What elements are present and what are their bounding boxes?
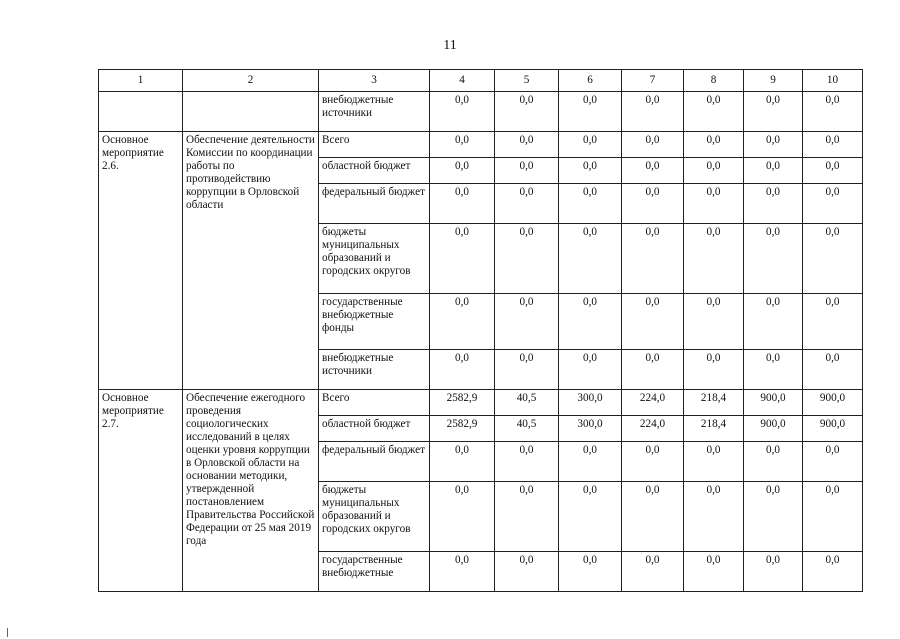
value-cell: 900,0 xyxy=(744,416,803,442)
value-cell: 0,0 xyxy=(803,184,863,224)
column-header: 1 xyxy=(99,70,183,92)
value-cell: 0,0 xyxy=(559,294,622,350)
value-cell: 0,0 xyxy=(430,552,495,592)
value-cell: 0,0 xyxy=(559,224,622,294)
value-cell: 0,0 xyxy=(684,482,744,552)
value-cell: 2582,9 xyxy=(430,390,495,416)
funding-source: государственные внебюджетные фонды xyxy=(319,294,430,350)
value-cell: 0,0 xyxy=(622,482,684,552)
budget-table xyxy=(98,69,863,592)
value-cell: 0,0 xyxy=(495,294,559,350)
value-cell: 0,0 xyxy=(495,224,559,294)
value-cell: 900,0 xyxy=(803,416,863,442)
value-cell: 0,0 xyxy=(430,184,495,224)
value-cell: 0,0 xyxy=(684,442,744,482)
funding-source: Всего xyxy=(319,390,430,416)
value-cell: 0,0 xyxy=(744,224,803,294)
value-cell: 0,0 xyxy=(684,132,744,158)
value-cell: 224,0 xyxy=(622,416,684,442)
value-cell: 0,0 xyxy=(495,158,559,184)
value-cell: 0,0 xyxy=(684,552,744,592)
table-row xyxy=(99,92,863,132)
event-code-cell xyxy=(99,92,183,132)
value-cell: 0,0 xyxy=(430,350,495,390)
value-cell: 0,0 xyxy=(622,442,684,482)
funding-source: федеральный бюджет xyxy=(319,442,430,482)
column-header: 9 xyxy=(744,70,803,92)
value-cell: 0,0 xyxy=(684,224,744,294)
column-header: 4 xyxy=(430,70,495,92)
column-header: 6 xyxy=(559,70,622,92)
value-cell: 0,0 xyxy=(559,92,622,132)
value-cell: 0,0 xyxy=(803,92,863,132)
value-cell: 2582,9 xyxy=(430,416,495,442)
value-cell: 0,0 xyxy=(803,132,863,158)
value-cell: 900,0 xyxy=(744,390,803,416)
value-cell: 0,0 xyxy=(744,92,803,132)
value-cell: 0,0 xyxy=(559,482,622,552)
event-name-cell: Обеспечение деятельности Комиссии по координации работы по противодействию коррупции в Орловской области xyxy=(183,132,319,390)
funding-source: Всего xyxy=(319,132,430,158)
funding-source: бюджеты муниципальных образований и городских округов xyxy=(319,224,430,294)
value-cell: 40,5 xyxy=(495,416,559,442)
value-cell: 0,0 xyxy=(430,224,495,294)
value-cell: 0,0 xyxy=(430,158,495,184)
value-cell: 0,0 xyxy=(803,482,863,552)
value-cell: 0,0 xyxy=(495,92,559,132)
value-cell: 0,0 xyxy=(559,132,622,158)
value-cell: 0,0 xyxy=(559,442,622,482)
value-cell: 0,0 xyxy=(495,552,559,592)
value-cell: 0,0 xyxy=(622,158,684,184)
value-cell: 0,0 xyxy=(684,294,744,350)
scan-mark xyxy=(7,628,8,637)
value-cell: 0,0 xyxy=(744,442,803,482)
value-cell: 218,4 xyxy=(684,390,744,416)
value-cell: 0,0 xyxy=(559,158,622,184)
value-cell: 0,0 xyxy=(684,350,744,390)
value-cell: 218,4 xyxy=(684,416,744,442)
value-cell: 0,0 xyxy=(495,350,559,390)
value-cell: 0,0 xyxy=(744,552,803,592)
event-name-cell: Обеспечение ежегодного проведения социологических исследований в целях оценки уровня коррупции в Орловской области на основании методики, утвержденной постановлением Правительства Российской Федерации от 25 мая 2019 года xyxy=(183,390,319,592)
value-cell: 0,0 xyxy=(495,442,559,482)
funding-source: внебюджетные источники xyxy=(319,350,430,390)
value-cell: 0,0 xyxy=(622,132,684,158)
value-cell: 0,0 xyxy=(559,350,622,390)
value-cell: 0,0 xyxy=(495,482,559,552)
value-cell: 0,0 xyxy=(744,158,803,184)
event-code-cell: Основное мероприятие 2.7. xyxy=(99,390,183,592)
value-cell: 224,0 xyxy=(622,390,684,416)
value-cell: 0,0 xyxy=(803,294,863,350)
value-cell: 0,0 xyxy=(622,224,684,294)
value-cell: 300,0 xyxy=(559,416,622,442)
value-cell: 40,5 xyxy=(495,390,559,416)
value-cell: 0,0 xyxy=(430,482,495,552)
value-cell: 0,0 xyxy=(430,92,495,132)
value-cell: 0,0 xyxy=(622,350,684,390)
value-cell: 0,0 xyxy=(684,184,744,224)
funding-source: областной бюджет xyxy=(319,158,430,184)
value-cell: 0,0 xyxy=(622,552,684,592)
value-cell: 0,0 xyxy=(430,442,495,482)
value-cell: 0,0 xyxy=(803,158,863,184)
value-cell: 0,0 xyxy=(744,482,803,552)
funding-source: бюджеты муниципальных образований и городских округов xyxy=(319,482,430,552)
value-cell: 0,0 xyxy=(495,132,559,158)
value-cell: 0,0 xyxy=(622,294,684,350)
funding-source: областной бюджет xyxy=(319,416,430,442)
table-row xyxy=(99,390,863,416)
column-header: 2 xyxy=(183,70,319,92)
value-cell: 0,0 xyxy=(803,552,863,592)
value-cell: 0,0 xyxy=(495,184,559,224)
value-cell: 0,0 xyxy=(803,224,863,294)
value-cell: 0,0 xyxy=(803,442,863,482)
value-cell: 0,0 xyxy=(622,184,684,224)
column-header: 10 xyxy=(803,70,863,92)
page-number: 11 xyxy=(443,38,457,53)
value-cell: 0,0 xyxy=(684,92,744,132)
table-row xyxy=(99,132,863,158)
value-cell: 900,0 xyxy=(803,390,863,416)
event-name-cell xyxy=(183,92,319,132)
value-cell: 300,0 xyxy=(559,390,622,416)
funding-source: государственные внебюджетные xyxy=(319,552,430,592)
value-cell: 0,0 xyxy=(744,132,803,158)
value-cell: 0,0 xyxy=(744,184,803,224)
column-header: 3 xyxy=(319,70,430,92)
value-cell: 0,0 xyxy=(744,294,803,350)
value-cell: 0,0 xyxy=(559,552,622,592)
column-header: 5 xyxy=(495,70,559,92)
value-cell: 0,0 xyxy=(430,132,495,158)
value-cell: 0,0 xyxy=(559,184,622,224)
value-cell: 0,0 xyxy=(744,350,803,390)
funding-source: федеральный бюджет xyxy=(319,184,430,224)
event-code-cell: Основное мероприятие 2.6. xyxy=(99,132,183,390)
value-cell: 0,0 xyxy=(430,294,495,350)
value-cell: 0,0 xyxy=(622,92,684,132)
value-cell: 0,0 xyxy=(803,350,863,390)
value-cell: 0,0 xyxy=(684,158,744,184)
column-header: 7 xyxy=(622,70,684,92)
column-header: 8 xyxy=(684,70,744,92)
header-row xyxy=(99,70,863,92)
funding-source: внебюджетные источники xyxy=(319,92,430,132)
